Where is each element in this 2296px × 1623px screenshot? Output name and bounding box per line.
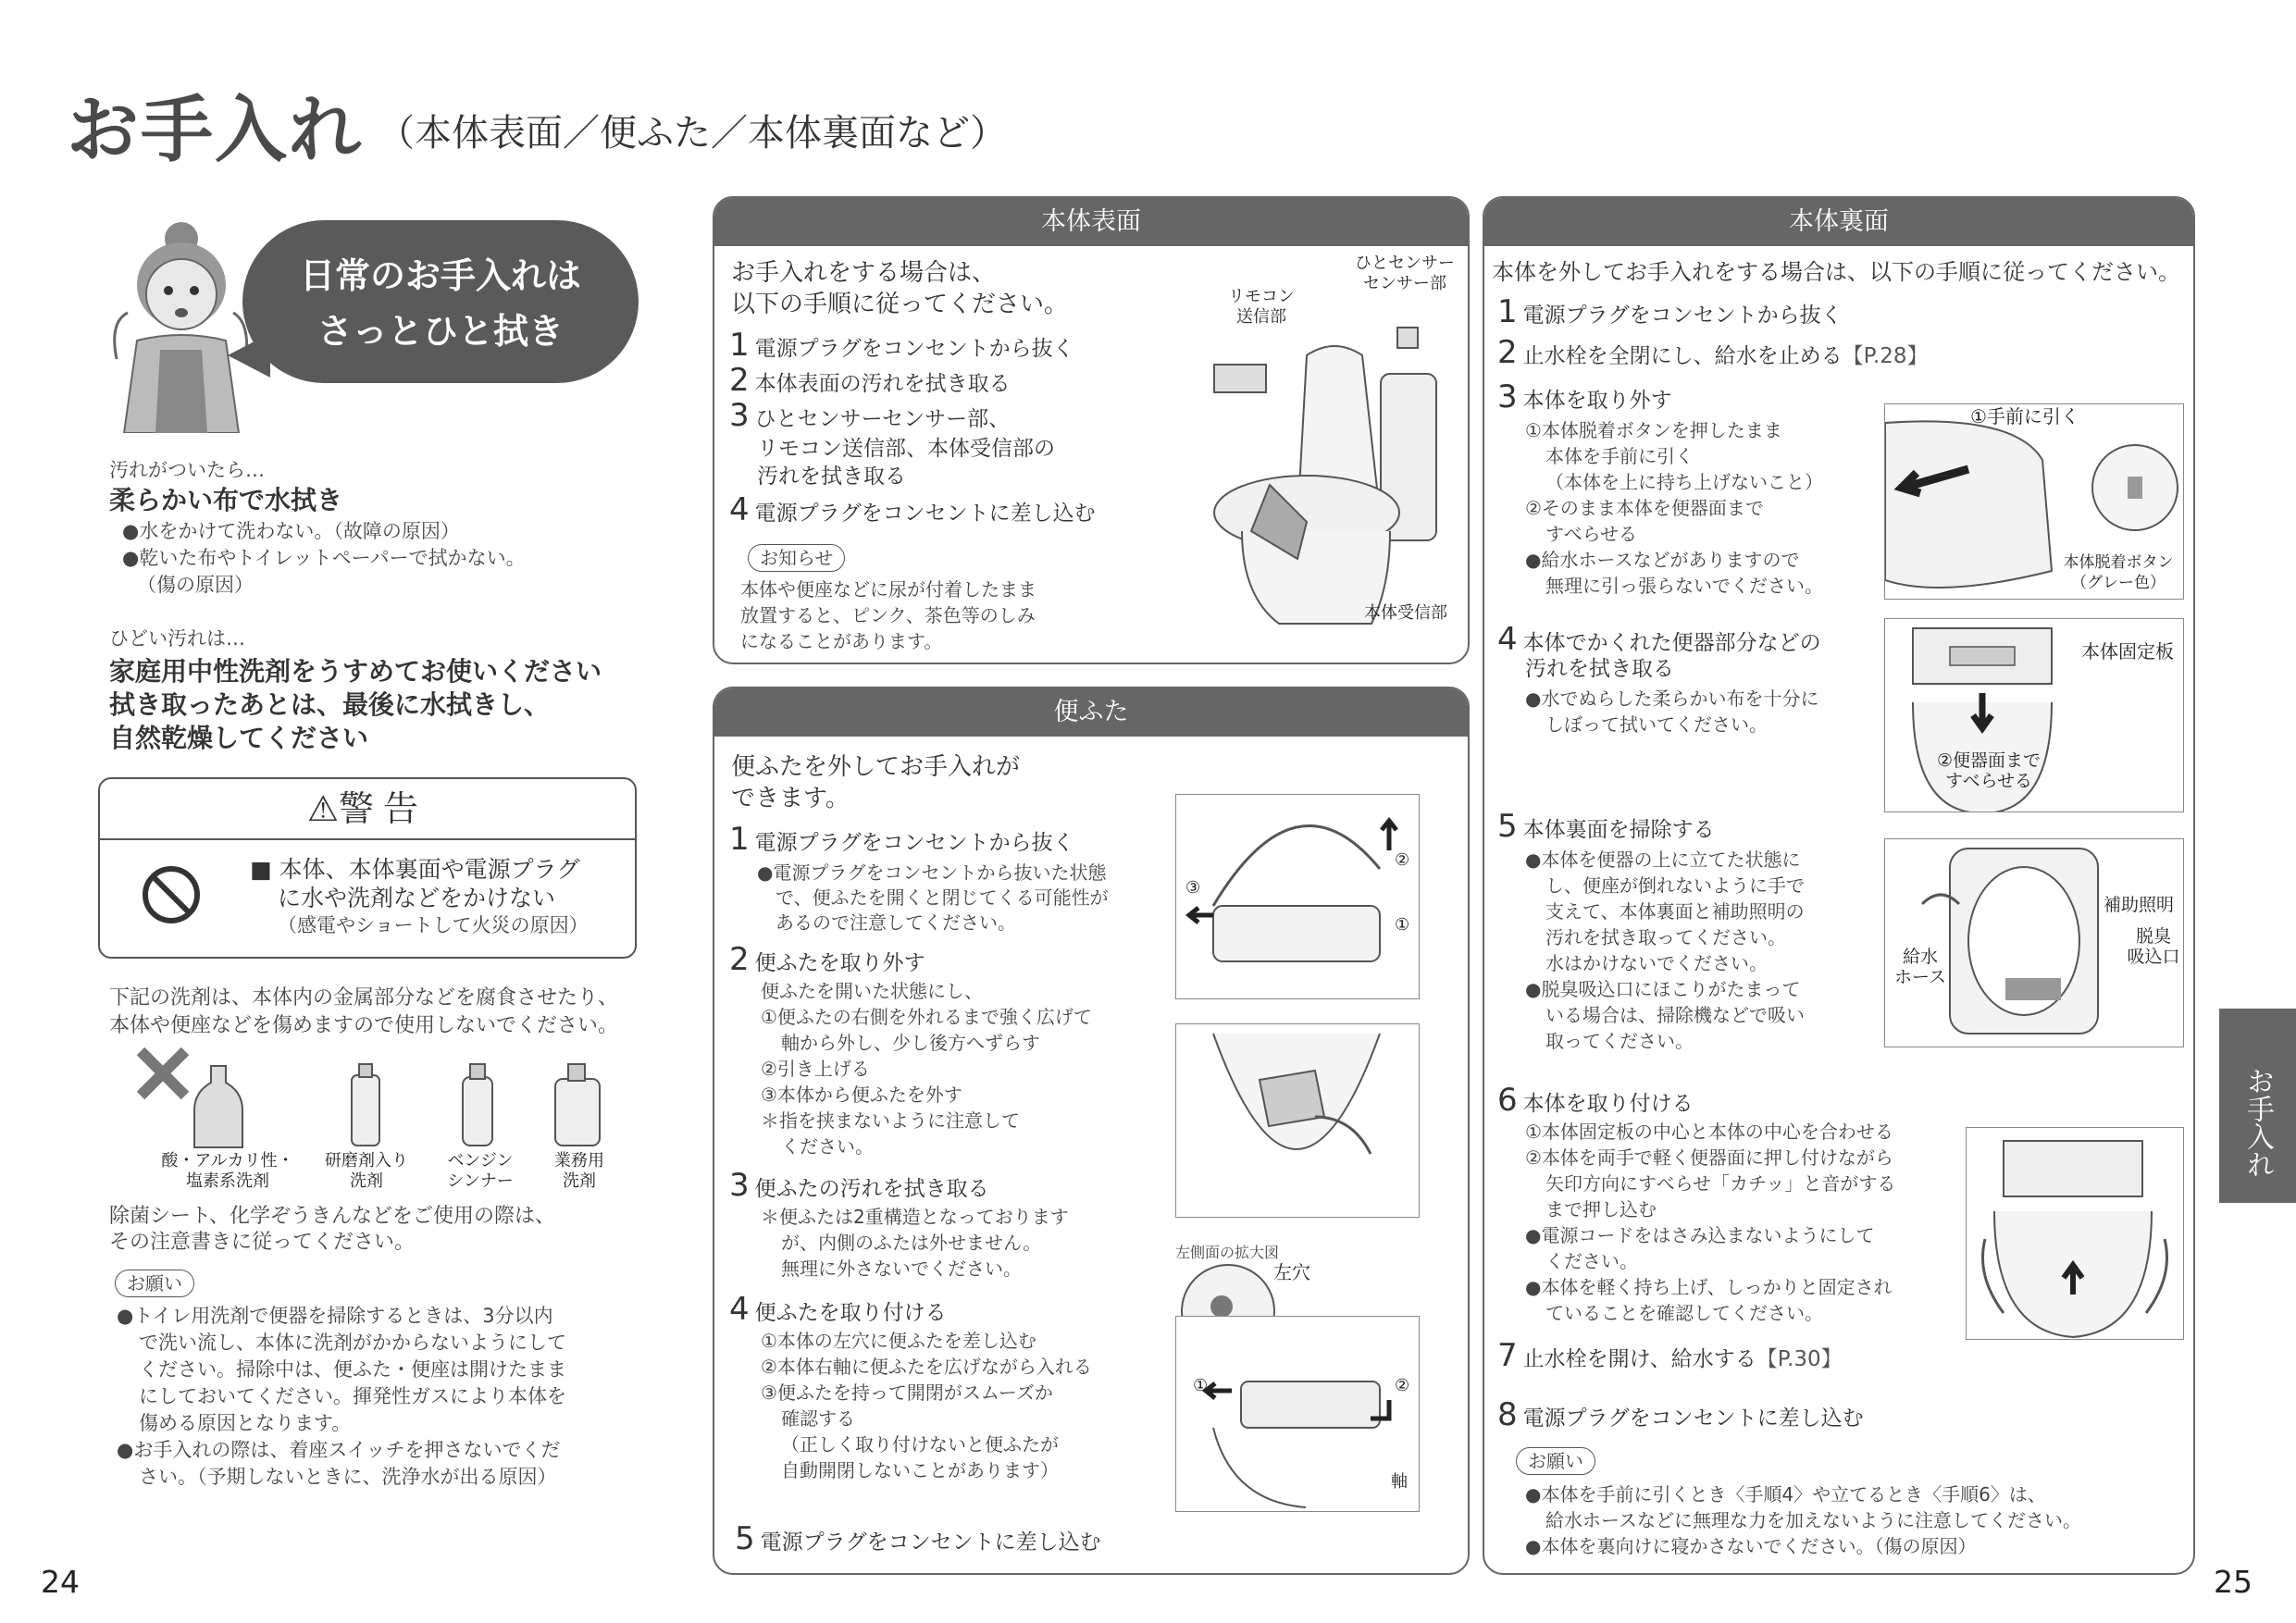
back-step-5-note-8: 取ってください。 xyxy=(1545,1030,1694,1052)
back-step-6-note-8: ていることを確認してください。 xyxy=(1545,1302,1823,1324)
back-step-3-note-3: （本体を上に持ち上げないこと） xyxy=(1545,471,1823,493)
lid-step-2-note-1: 便ふたを開いた状態にし、 xyxy=(761,980,983,1002)
label-remote-transmitter: リモコン 送信部 xyxy=(1228,287,1295,327)
lid-step-2-note-6: ＊指を挟まないように注意して xyxy=(761,1109,1020,1132)
surface-step-3-line-3: 汚れを拭き取る xyxy=(757,465,906,489)
surface-step-3-line-2: リモコン送信部、本体受信部の xyxy=(757,437,1055,461)
notice-badge: お知らせ xyxy=(748,544,845,572)
heavy-line-3: 自然乾燥してください xyxy=(109,723,369,753)
page-title: お手入れ xyxy=(67,89,364,172)
back-step-4-line-2: 汚れを拭き取る xyxy=(1525,657,1674,681)
request-line-1: ●トイレ用洗剤で便器を掃除するときは、3分以内 xyxy=(117,1305,553,1327)
lid-step-2-note-3: 軸から外し、少し後方へずらす xyxy=(781,1032,1040,1054)
lid-wiping-illustration xyxy=(1175,1023,1420,1218)
light-dirt-heading: 柔らかい布で水拭き xyxy=(109,485,343,515)
request-badge: お願い xyxy=(115,1270,194,1297)
back-step-7: 7 止水栓を開け、給水する【P.30】 xyxy=(1497,1337,1843,1374)
lid-step-2-note-5: ③本体から便ふたを外す xyxy=(761,1084,962,1106)
surface-step-1: 1 電源プラグをコンセントから抜く xyxy=(729,327,1074,364)
heavy-line-2: 拭き取ったあとは、最後に水拭きし、 xyxy=(109,689,551,720)
callout-2: ② xyxy=(1395,850,1410,870)
back-step-3-note-7: 無理に引っ張らないでください。 xyxy=(1545,575,1823,597)
surface-intro-2: 以下の手順に従ってください。 xyxy=(731,291,1069,318)
side-index-tab[interactable]: お手入れ xyxy=(2219,1009,2296,1203)
lid-step-1-note-3: あるので注意してください。 xyxy=(776,911,1016,934)
back-step-6-note-2: ②本体を両手で軽く便器面に押し付けながら xyxy=(1525,1146,1893,1169)
lid-step-3-note-1: ＊便ふたは2重構造となっております xyxy=(761,1206,1069,1228)
pull-body-illustration xyxy=(1884,403,2184,600)
lid-step-4-note-6: 自動開閉しないことがあります） xyxy=(781,1459,1059,1481)
warning-title: 警告 xyxy=(339,788,428,829)
warning-box xyxy=(98,777,637,959)
heavy-dirt-label: ひどい汚れは… xyxy=(109,627,245,650)
surface-notice-1: 本体や便座などに尿が付着したまま xyxy=(740,578,1036,601)
surface-step-3: 3 ひとセンサーセンサー部、 xyxy=(729,397,1011,434)
detergent-label-abrasive: 研磨剤入り 洗剤 xyxy=(325,1151,408,1191)
lid-step-1-note-1: ●電源プラグをコンセントから抜いた状態 xyxy=(757,861,1107,884)
detergent-warning-1: 下記の洗剤は、本体内の金属部分などを腐食させたり、 xyxy=(109,986,619,1010)
surface-panel-header: 本体表面 xyxy=(714,198,1468,246)
lid-intro-2: できます。 xyxy=(731,785,850,812)
request-line-7: さい。（予期しないときに、洗浄水が出る原因） xyxy=(139,1466,557,1488)
warning-line-2: に水や洗剤などをかけない xyxy=(278,885,556,911)
zoom-label: 左側面の拡大図 xyxy=(1175,1244,1280,1261)
lid-step-4-note-1: ①本体の左穴に便ふたを差し込む xyxy=(761,1330,1036,1352)
back-request-1: ●本体を手前に引くとき〈手順4〉や立てるとき〈手順6〉は、 xyxy=(1525,1483,2046,1505)
back-step-3: 3 本体を取り外す xyxy=(1497,378,1672,415)
page-number-right: 25 xyxy=(2214,1564,2253,1600)
lid-panel-header: 便ふた xyxy=(714,688,1468,737)
label-supply-hose: 給水 ホース xyxy=(1893,947,1947,987)
back-step-5-note-1: ●本体を便器の上に立てた状態に xyxy=(1525,849,1801,871)
lid-step-4-note-2: ②本体右軸に便ふたを広げながら入れる xyxy=(761,1356,1092,1378)
detergent-warning-2: 本体や便座などを傷めますので使用しないでください。 xyxy=(109,1014,619,1037)
light-dirt-label: 汚れがついたら… xyxy=(109,459,265,481)
lid-step-4-note-5: （正しく取り付けないと便ふたが xyxy=(781,1433,1059,1456)
back-step-5-note-6: ●脱臭吸込口にほこりがたまって xyxy=(1525,978,1801,1000)
warning-line-1: ■ 本体、本体裏面や電源プラグ xyxy=(250,856,580,883)
surface-notice-3: になることがあります。 xyxy=(740,630,943,652)
light-bullet-3: （傷の原因） xyxy=(137,574,254,596)
lid-intro-1: 便ふたを外してお手入れが xyxy=(731,753,1021,781)
back-step-5-note-4: 汚れを拭き取ってください。 xyxy=(1545,926,1786,948)
callout-1: ① xyxy=(1395,915,1410,935)
back-step-6-note-3: 矢印方向にすべらせ「カチッ」と音がする xyxy=(1545,1172,1896,1195)
back-step-5-note-3: 支えて、本体裏面と補助照明の xyxy=(1545,900,1805,923)
woman-illustration xyxy=(109,220,248,433)
lid-step-4: 4 便ふたを取り付ける xyxy=(729,1291,947,1328)
lid-step-3: 3 便ふたの汚れを拭き取る xyxy=(729,1167,989,1204)
back-request-badge: お願い xyxy=(1516,1447,1595,1475)
detergent-label-acid: 酸・アルカリ性・ 塩素系洗剤 xyxy=(161,1151,294,1191)
back-step-5-note-7: いる場合は、掃除機などで吸い xyxy=(1545,1004,1805,1026)
label-pull-forward: ①手前に引く xyxy=(1970,405,2079,427)
back-step-1: 1 電源プラグをコンセントから抜く xyxy=(1497,293,1843,330)
back-step-4-note-1: ●水でぬらした柔らかい布を十分に xyxy=(1525,688,1819,710)
request-line-6: ●お手入れの際は、着座スイッチを押さないでくだ xyxy=(117,1439,561,1461)
detergent-label-benzine: ベンジン シンナー xyxy=(447,1151,514,1191)
lid-removal-illustration xyxy=(1175,794,1420,999)
request-line-3: ください。掃除中は、便ふた・便座は開けたまま xyxy=(139,1358,566,1381)
back-panel-header: 本体裏面 xyxy=(1484,198,2193,246)
back-request-2: 給水ホースなどに無理な力を加えないように注意してください。 xyxy=(1545,1509,2081,1531)
back-step-6-note-5: ●電源コードをはさみ込まないようにして xyxy=(1525,1224,1875,1246)
slide-body-illustration xyxy=(1884,618,2184,812)
back-step-3-note-4: ②そのまま本体を便器面まで xyxy=(1525,497,1764,519)
back-step-4: 4 本体でかくれた便器部分などの xyxy=(1497,621,1821,658)
back-step-3-note-2: 本体を手前に引く xyxy=(1545,445,1694,467)
attach-callout-2: ② xyxy=(1395,1376,1410,1395)
lid-step-4-note-4: 確認する xyxy=(781,1407,855,1430)
speech-bubble xyxy=(242,220,639,383)
wipe-note-2: その注意書きに従ってください。 xyxy=(109,1231,416,1254)
surface-panel xyxy=(713,196,1470,664)
axis-label: 軸 xyxy=(1391,1472,1408,1492)
light-bullet-2: ●乾いた布やトイレットペーパーで拭かない。 xyxy=(122,547,526,569)
left-hole-label: 左穴 xyxy=(1273,1261,1310,1283)
label-release-button: 本体脱着ボタン （グレー色） xyxy=(2063,553,2174,592)
wipe-note-1: 除菌シート、化学ぞうきんなどをご使用の際は、 xyxy=(109,1205,556,1228)
bubble-line-1: 日常のお手入れは xyxy=(299,255,581,296)
back-intro: 本体を外してお手入れをする場合は、以下の手順に従ってください。 xyxy=(1492,259,2180,285)
back-step-3-note-6: ●給水ホースなどがありますので xyxy=(1525,549,1800,571)
label-slide-to-bowl: ②便器面まで すべらせる xyxy=(1936,750,2042,791)
back-step-8: 8 電源プラグをコンセントに差し込む xyxy=(1497,1396,1864,1433)
back-panel xyxy=(1483,196,2195,1575)
lid-step-4-note-3: ③便ふたを持って開閉がスムーズか xyxy=(761,1381,1053,1404)
label-receiver: 本体受信部 xyxy=(1364,603,1447,623)
surface-notice-2: 放置すると、ピンク、茶色等のしみ xyxy=(740,604,1036,626)
label-aux-light: 補助照明 xyxy=(2104,895,2175,915)
request-line-4: にしておいてください。揮発性ガスにより本体を xyxy=(139,1385,566,1407)
back-step-3-note-1: ①本体脱着ボタンを押したまま xyxy=(1525,419,1782,441)
surface-intro-1: お手入れをする場合は、 xyxy=(731,259,997,287)
back-step-6-note-6: ください。 xyxy=(1545,1250,1638,1272)
back-step-5: 5 本体裏面を掃除する xyxy=(1497,808,1715,845)
lid-step-2-note-2: ①便ふたの右側を外れるまで強く広げて xyxy=(761,1006,1092,1028)
label-sensor: ひとセンサー センサー部 xyxy=(1355,254,1455,293)
back-step-5-note-2: し、便座が倒れないように手で xyxy=(1545,874,1805,897)
surface-step-2: 2 本体表面の汚れを拭き取る xyxy=(729,362,1011,399)
lid-step-3-note-3: 無理に外さないでください。 xyxy=(781,1258,1022,1280)
warning-header xyxy=(100,779,635,840)
callout-3: ③ xyxy=(1185,878,1201,898)
warning-line-3: （感電やショートして火災の原因） xyxy=(278,914,589,936)
lid-step-3-note-2: が、内側のふたは外せません。 xyxy=(781,1232,1042,1254)
lid-step-1: 1 電源プラグをコンセントから抜く xyxy=(729,821,1074,858)
lid-step-1-note-2: で、便ふたを開くと閉じてくる可能性が xyxy=(776,886,1109,909)
label-fixing-plate: 本体固定板 xyxy=(2081,640,2174,663)
lid-panel xyxy=(713,687,1470,1575)
back-step-6-note-7: ●本体を軽く持ち上げ、しっかりと固定され xyxy=(1525,1276,1893,1298)
lid-step-2-note-7: ください。 xyxy=(781,1135,874,1158)
warning-triangle-icon: ⚠ xyxy=(306,788,340,829)
request-line-2: で洗い流し、本体に洗剤がかからないようにして xyxy=(139,1332,566,1354)
prohibited-icon xyxy=(139,862,204,927)
lid-step-2: 2 便ふたを取り外す xyxy=(729,941,925,978)
page-number-left: 24 xyxy=(41,1564,80,1600)
back-step-2: 2 止水栓を全閉にし、給水を止める【P.28】 xyxy=(1497,334,1929,371)
detergent-label-industrial: 業務用 洗剤 xyxy=(554,1151,604,1191)
page-subtitle: （本体表面／便ふた／本体裏面など） xyxy=(378,112,1007,155)
request-line-5: 傷める原因となります。 xyxy=(139,1412,352,1434)
attach-body-illustration xyxy=(1966,1127,2184,1340)
lid-step-5: 5 電源プラグをコンセントに差し込む xyxy=(735,1520,1101,1557)
back-step-4-note-2: しぼって拭いてください。 xyxy=(1545,713,1768,736)
back-step-5-note-5: 水はかけないでください。 xyxy=(1545,952,1768,974)
lid-attach-illustration xyxy=(1175,1316,1420,1512)
back-step-3-note-5: すべらせる xyxy=(1545,523,1637,545)
back-step-6-note-1: ①本体固定板の中心と本体の中心を合わせる xyxy=(1525,1121,1893,1143)
lid-step-2-note-4: ②引き上げる xyxy=(761,1058,870,1080)
back-cleaning-illustration xyxy=(1884,838,2184,1047)
detergent-bottles-illustration xyxy=(137,1047,618,1149)
surface-step-4: 4 電源プラグをコンセントに差し込む xyxy=(729,491,1096,528)
bubble-line-2: さっとひと拭き xyxy=(316,311,564,352)
attach-callout-1: ① xyxy=(1193,1376,1209,1395)
toilet-illustration xyxy=(1196,318,1455,633)
back-step-6-note-4: まで押し込む xyxy=(1545,1198,1657,1220)
light-bullet-1: ●水をかけて洗わない。（故障の原因） xyxy=(122,520,460,542)
back-step-6: 6 本体を取り付ける xyxy=(1497,1082,1694,1119)
back-request-3: ●本体を裏向けに寝かさないでください。（傷の原因） xyxy=(1525,1535,1977,1557)
heavy-line-1: 家庭用中性洗剤をうすめてお使いください xyxy=(109,656,602,687)
label-deodorizer-intake: 脱臭 吸込口 xyxy=(2127,926,2180,967)
